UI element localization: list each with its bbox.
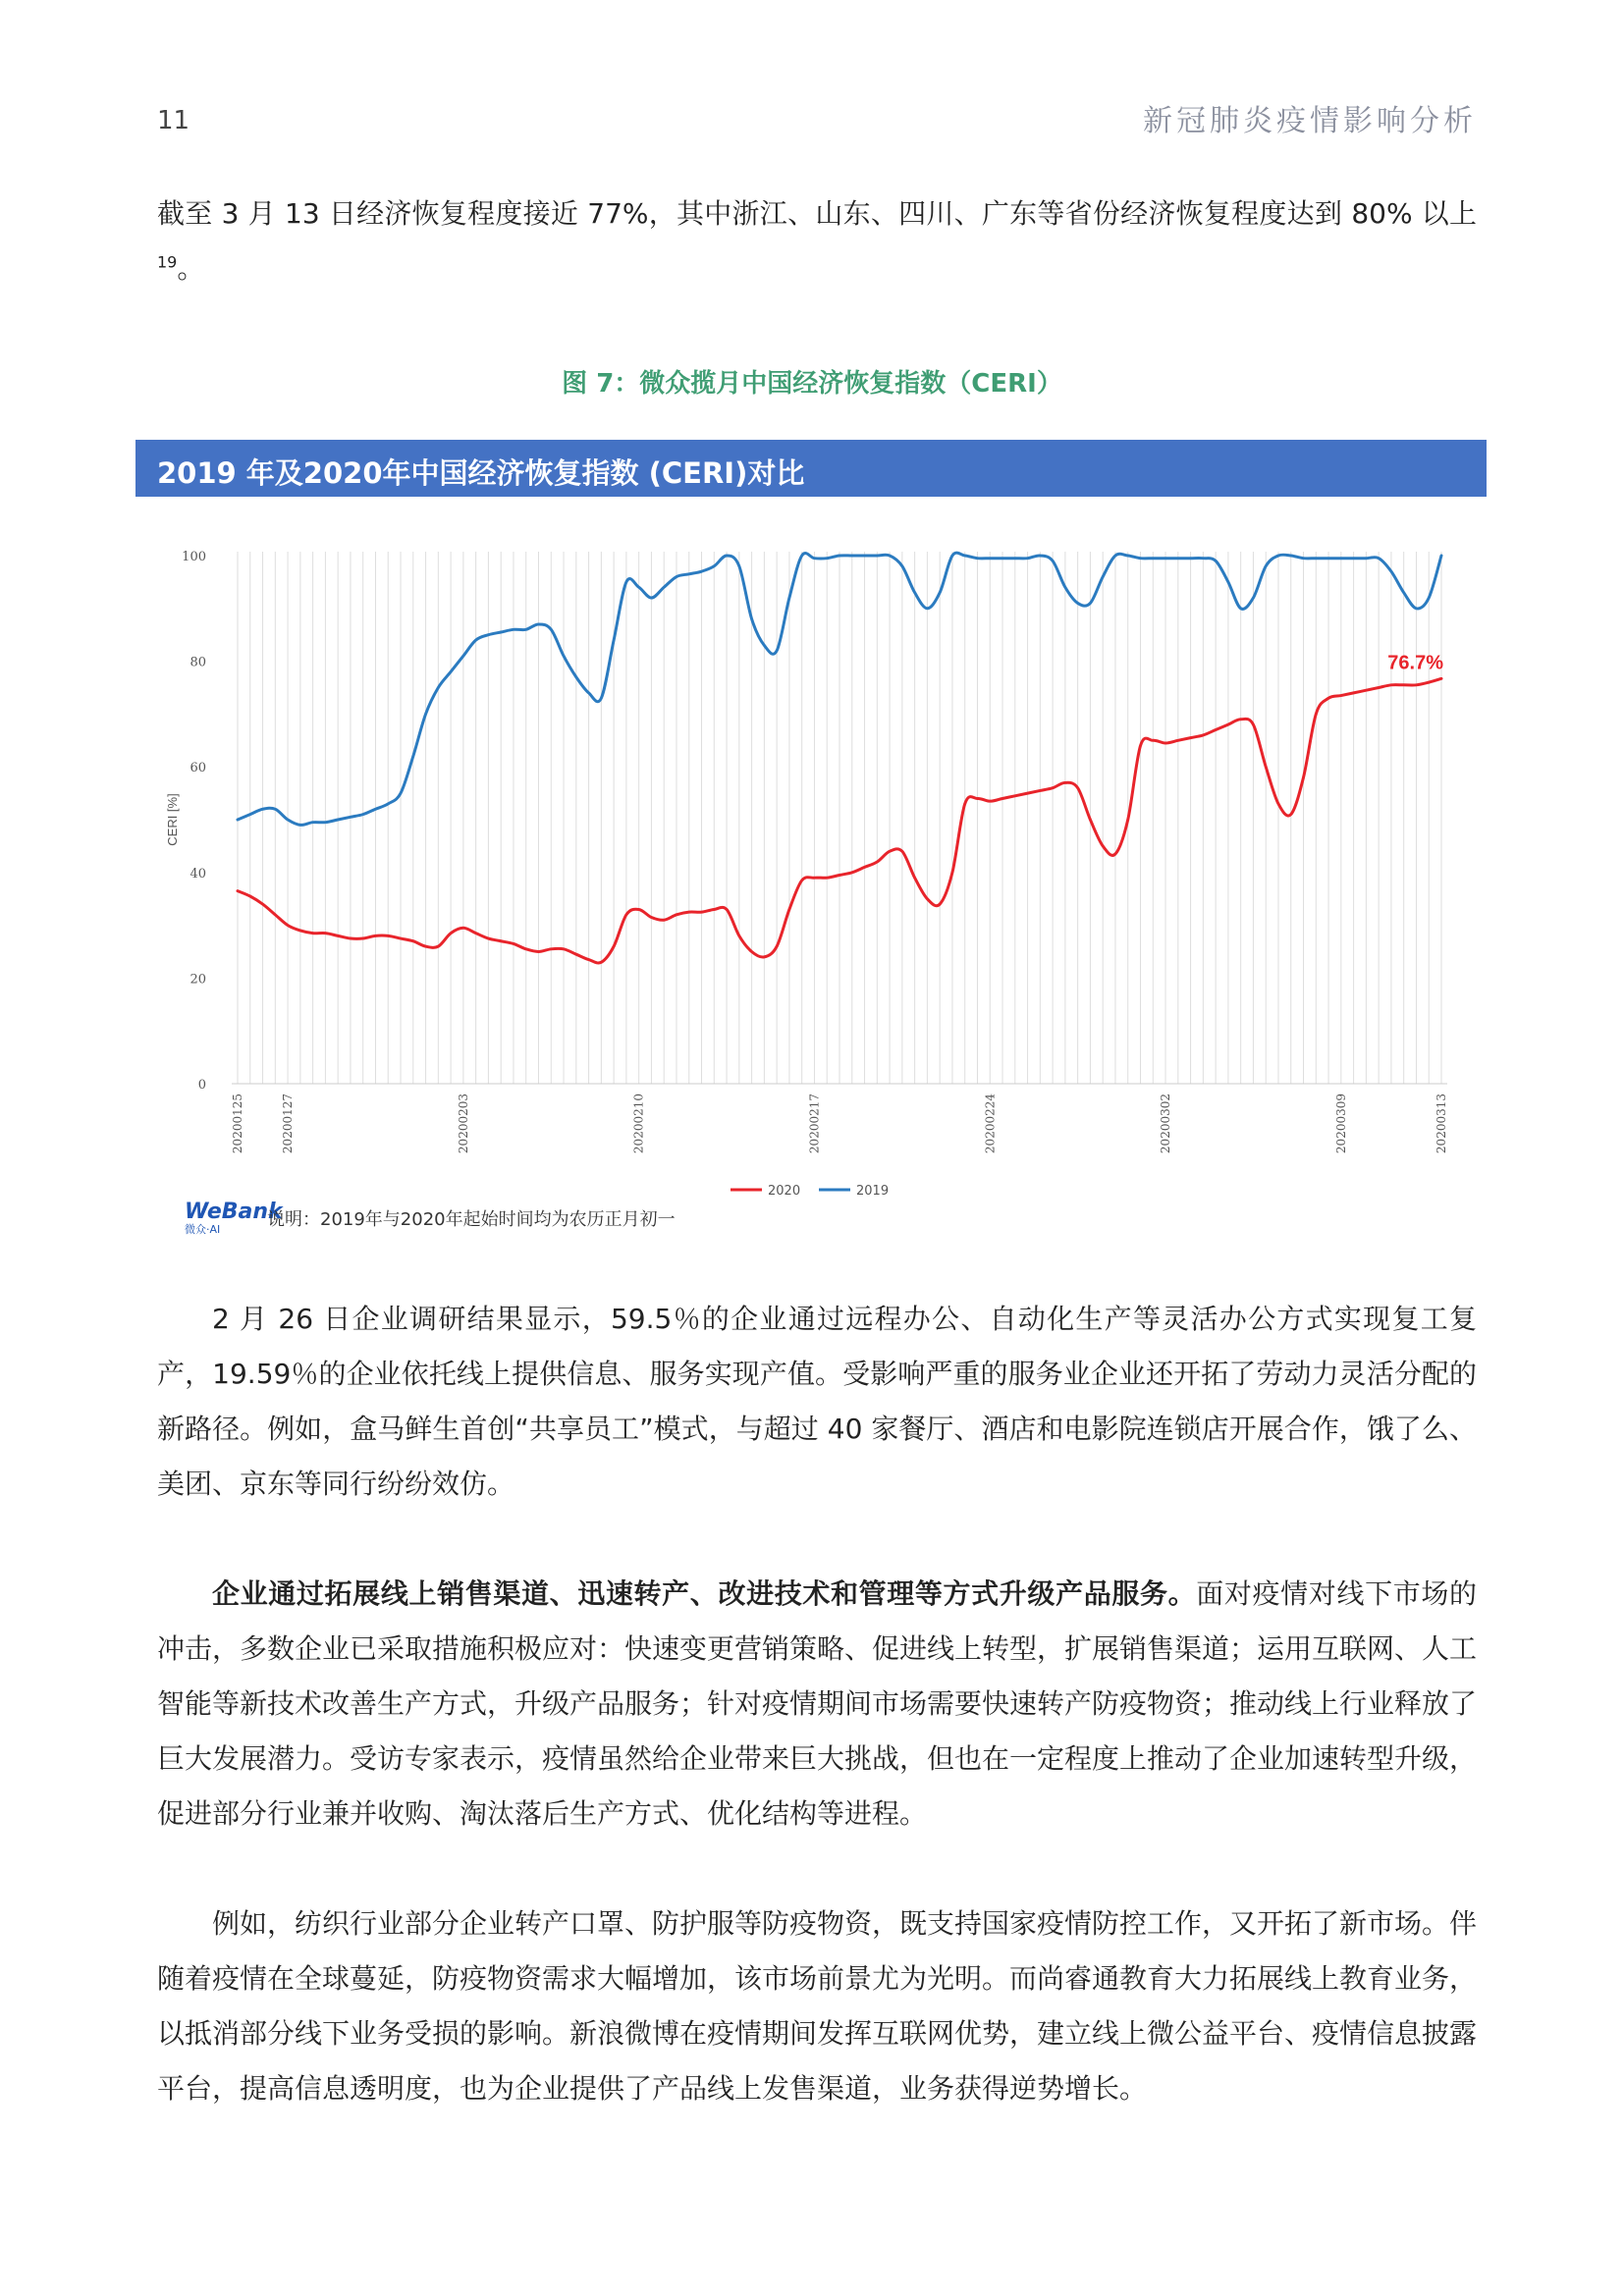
ceri-line-chart: [135, 497, 1487, 1223]
x-tick-label: 20200313: [1435, 1094, 1448, 1154]
paragraph-3: [157, 1567, 1477, 1842]
chart-note: 说明：2019年与2020年起始时间均为农历正月初一: [267, 1209, 676, 1230]
logo-subtext: 微众·AI: [185, 1223, 221, 1236]
x-tick-label: 20200127: [281, 1094, 296, 1154]
paragraph-4: 例如，纺织行业部分企业转产口罩、防护服等防疫物资，既支持国家疫情防控工作，又开拓了新市场。伴随着疫情在全球蔓延，防疫物资需求大幅增加，该市场前景尤为光明。而尚睿通教育大力拓展线上教育业务，以抵消部分线下业务受损的影响。新浪微博在疫情期间发挥互联网优势，建立线上微公益平台、疫情信息披露平台，提高信息透明度，也为企业提供了产品线上发售渠道，业务获得逆势增长。: [157, 1907, 1478, 2105]
paragraph-3-text: 面对疫情对线下市场的冲击，多数企业已采取措施积极应对：快速变更营销策略、促进线上转型，扩展销售渠道；运用互联网、人工智能等新技术改善生产方式，升级产品服务；针对疫情期间市场需要快速转产防疫物资；推动线上行业释放了巨大发展潜力。受访专家表示，疫情虽然给企业带来巨大挑战，但也在一定程度上推动了企业加速转型升级，促进部分行业兼并收购、淘汰落后生产方式、优化结构等进程。: [157, 1577, 1478, 1830]
y-tick-label: 60: [189, 761, 206, 776]
x-tick-label: 20200224: [983, 1094, 998, 1154]
footnote-ref[interactable]: 19: [157, 252, 178, 272]
chart-area: [135, 497, 1487, 1243]
y-tick-label: 100: [182, 550, 206, 564]
legend-label-2020: 2020: [768, 1184, 801, 1199]
x-tick-label: 20200309: [1333, 1094, 1348, 1154]
x-tick-label: 20200217: [807, 1094, 822, 1154]
y-tick-label: 80: [189, 655, 206, 670]
y-axis-label: CERI [%]: [165, 793, 180, 846]
page-number: 11: [157, 106, 190, 135]
y-tick-label: 20: [189, 972, 206, 988]
grid-layer: [238, 552, 1441, 1084]
x-tick-label: 20200125: [231, 1094, 244, 1154]
paragraph-1: [157, 187, 1477, 296]
x-tick-label: 20200302: [1159, 1094, 1173, 1154]
logo-text: WeBank: [185, 1200, 283, 1224]
figure-caption: 图 7：微众揽月中国经济恢复指数（CERI）: [562, 369, 1062, 399]
y-tick-label: 0: [197, 1078, 206, 1093]
running-header: 新冠肺炎疫情影响分析: [1143, 104, 1477, 138]
axis-layer: [165, 550, 1448, 1153]
chart-title: 2019 年及2020年中国经济恢复指数 (CERI)对比: [157, 456, 805, 490]
x-tick-label: 20200210: [631, 1094, 646, 1154]
x-tick-label: 20200203: [456, 1094, 470, 1154]
data-label-last-2020: 76.7%: [1387, 652, 1443, 674]
y-tick-label: 40: [189, 866, 206, 881]
legend-label-2019: 2019: [856, 1184, 890, 1199]
chart-banner: [135, 440, 1487, 497]
paragraph-2: 2 月 26 日企业调研结果显示，59.5％的企业通过远程办公、自动化生产等灵活办公方式实现复工复产，19.59％的企业依托线上提供信息、服务实现产值。受影响严重的服务业企业还开拓了劳动力灵活分配的新路径。例如，盒马鲜生首创“共享员工”模式，与超过 40 家餐厅、酒店和电影院连锁店开展合作，饿了么、美团、京东等同行纷纷效仿。: [157, 1303, 1477, 1500]
paragraph-1-text: 截至 3 月 13 日经济恢复程度接近 77%，其中浙江、山东、四川、广东等省份经济恢复程度达到 80% 以上: [157, 197, 1477, 230]
paragraph-3-lead: 企业通过拓展线上销售渠道、迅速转产、改进技术和管理等方式升级产品服务。: [212, 1577, 1197, 1610]
paragraph-1-end: 。: [177, 252, 205, 285]
